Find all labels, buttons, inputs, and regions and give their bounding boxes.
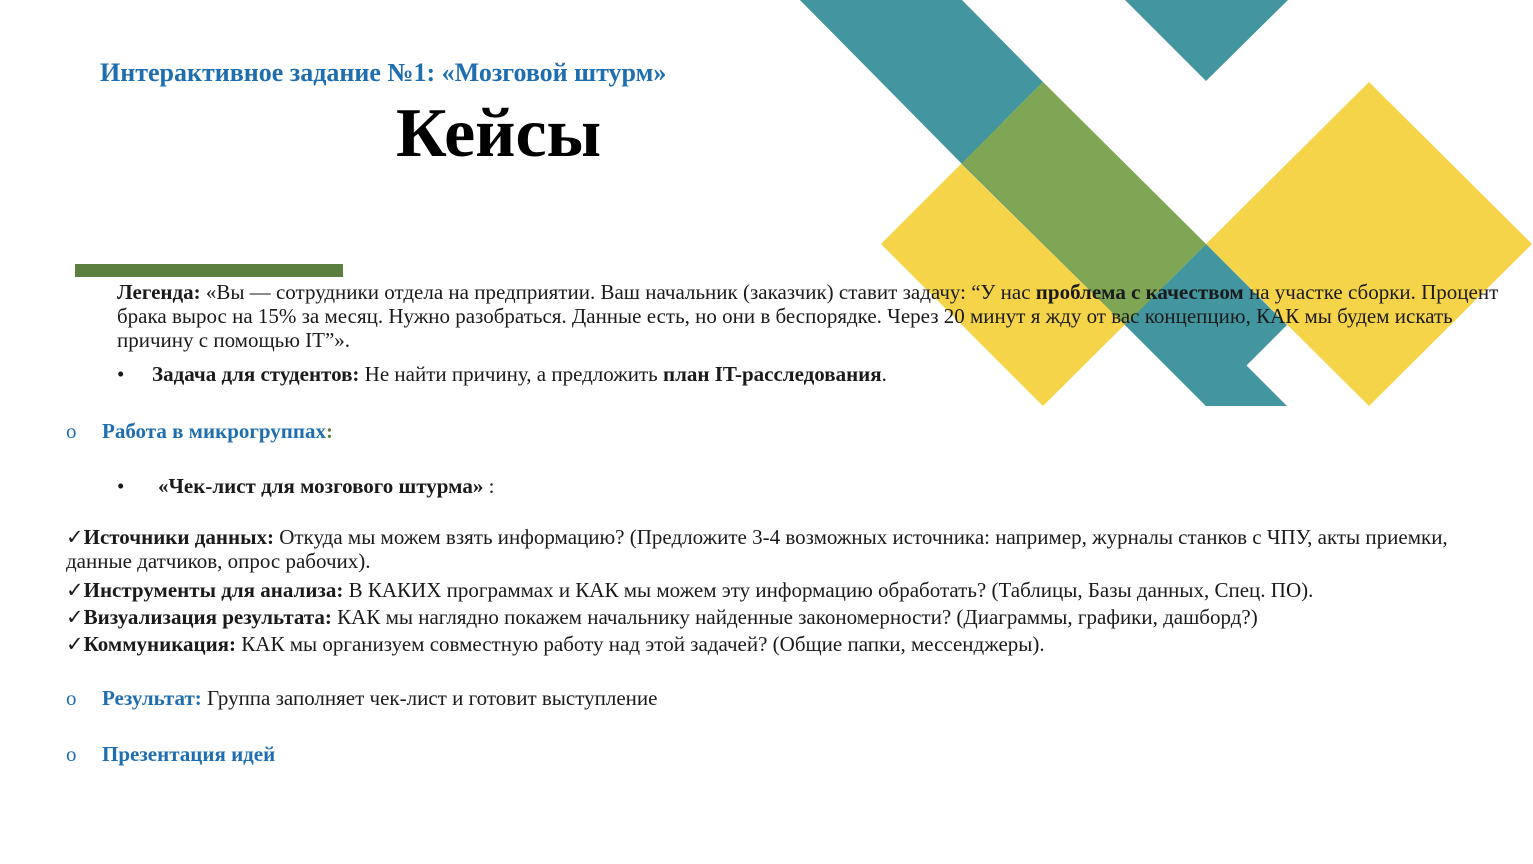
slide-title: Кейсы [396,95,602,172]
check-item-text: В КАКИХ программах и КАК мы можем эту информацию обработать? (Таблицы, Базы данных, Спец. ПО). [343,578,1314,602]
microgroups-label: Работа в микрогруппах [102,419,327,443]
slide-subtitle: Интерактивное задание №1: «Мозговой штурм» [100,58,667,87]
microgroups-colon: : [326,419,334,443]
legend-paragraph [117,280,1517,352]
checklist-colon: : [483,474,495,498]
check-item-communication [66,632,1045,656]
legend-text-start: «Вы — сотрудники отдела на предприятии. Ваш начальник (заказчик) ставит задачу: “У нас [200,280,1036,304]
check-item-sources [66,525,1506,573]
legend-emphasis: проблема с качеством [1035,280,1244,304]
task-text: Не найти причину, а предложить [359,362,664,386]
check-item-label: Инструменты для анализа: [83,578,344,602]
check-item-label: Источники данных: [83,525,274,549]
check-item-tools [66,578,1313,602]
check-item-visualization [66,605,1258,629]
result-label: Результат: [102,686,202,710]
check-icon: ✓ [66,525,84,549]
result-item [66,686,657,710]
check-item-label: Визуализация результата: [83,605,332,629]
legend-label: Легенда: [117,280,201,304]
legend-text-end: на участке сборки. Процент брака вырос на 15% за месяц. Нужно разобраться. Данные есть, но они в беспорядке. Через 20 минут я жду от вас концепцию, КАК мы будем искать причину с помощью IT”». [117,280,1499,352]
task-label: Задача для студентов: [152,362,360,386]
teal-triangle-top [1125,0,1288,81]
presentation-bullet: o [66,742,77,766]
check-icon: ✓ [66,578,84,602]
task-end: . [881,362,887,386]
task-emphasis: план IT-расследования [663,362,882,386]
microgroups-bullet: o [66,419,77,443]
accent-bar [75,264,343,277]
checklist-label: «Чек-лист для мозгового штурма» [158,474,484,498]
yellow-diamond-right [1206,82,1532,406]
result-text: Группа заполняет чек-лист и готовит выступление [201,686,658,710]
check-item-text: КАК мы организуем совместную работу над этой задачей? (Общие папки, мессенджеры). [236,632,1045,656]
check-item-text: Откуда мы можем взять информацию? (Предложите 3-4 возможных источника: например, журналы станков с ЧПУ, акты приемки, данные датчиков, опрос рабочих). [66,525,1448,573]
result-bullet: o [66,686,77,710]
presentation-label: Презентация идей [102,742,276,766]
check-icon: ✓ [66,605,84,629]
check-item-label: Коммуникация: [83,632,237,656]
microgroups-item [66,419,333,443]
task-item [117,362,887,386]
presentation-item [66,742,275,766]
task-bullet: • [117,362,125,386]
check-icon: ✓ [66,632,84,656]
checklist-bullet: • [117,474,125,498]
check-item-text: КАК мы наглядно покажем начальнику найденные закономерности? (Диаграммы, графики, дашборд?) [331,605,1258,629]
checklist-item [117,474,494,498]
